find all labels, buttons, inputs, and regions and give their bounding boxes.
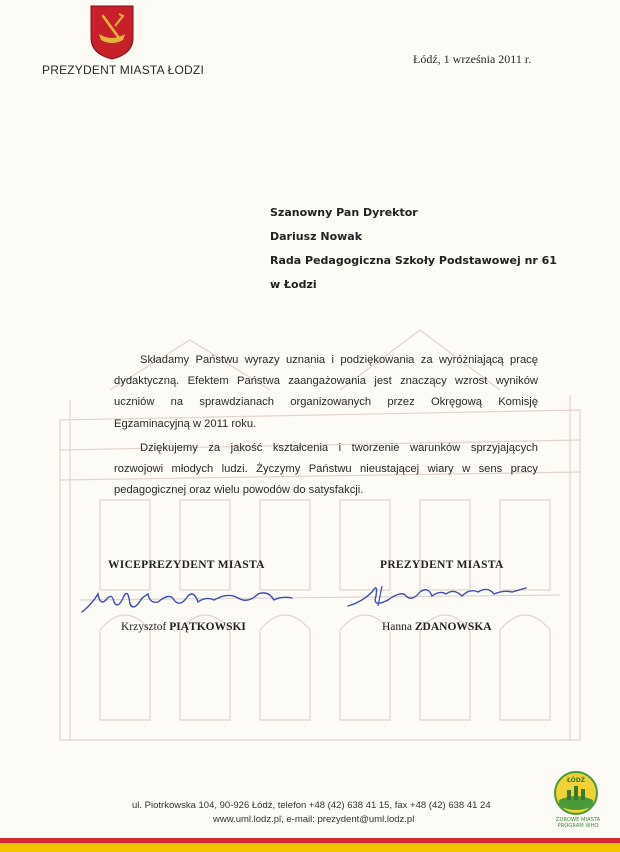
healthy-city-caption <box>546 817 610 829</box>
letter-body <box>114 350 538 504</box>
body-paragraph-1: Składamy Państwu wyrazy uznania i podziękowania za wyróżniającą pracę dydaktyczną. Efektem Państwa zaangażowania jest znaczący wzrost wyników uczniów na sprawdzianach organizowanych przez Okręgową Komisję Egzaminacyjną w 2011 roku. <box>114 354 538 430</box>
lodz-coat-of-arms-icon <box>89 4 135 60</box>
footer-stripe-yellow <box>0 843 620 852</box>
signature-right-first-name: Hanna <box>382 621 413 633</box>
footer-web-email: www.uml.lodz.pl, e-mail: prezydent@uml.lodz.pl <box>213 814 415 825</box>
healthy-city-caption-line2: PROGRAM WHO <box>557 823 599 829</box>
signature-left-title: WICEPREZYDENT MIASTA <box>108 559 265 571</box>
signature-right-name <box>382 621 492 633</box>
addressee-salutation: Szanowny Pan Dyrektor <box>270 206 418 219</box>
signature-left-first-name: Krzysztof <box>121 621 167 633</box>
addressee-name: Dariusz Nowak <box>270 230 363 243</box>
footer-address: ul. Piotrkowska 104, 90-926 Łódź, telefon +48 (42) 638 41 15, fax +48 (42) 638 41 24 <box>132 800 491 811</box>
org-name: PREZYDENT MIASTA ŁODZI <box>42 63 204 77</box>
body-paragraph-2: Dziękujemy za jakość kształcenia i tworzenie warunków sprzyjających rozwojowi młodych ludzi. Życzymy Państwu nieustającej wiary w sens pracy pedagogicznej oraz wielu powodów do satysfakcji. <box>114 441 538 497</box>
signature-left-name <box>121 621 246 633</box>
letter-date: Łódź, 1 września 2011 r. <box>413 52 532 66</box>
signature-left-scribble <box>78 582 298 618</box>
addressee-block <box>270 204 557 300</box>
signature-right-scribble <box>342 576 532 612</box>
addressee-city: w Łodzi <box>270 278 317 291</box>
addressee-institution: Rada Pedagogiczna Szkoły Podstawowej nr 61 <box>270 254 557 267</box>
signature-right-title: PREZYDENT MIASTA <box>380 559 504 571</box>
signature-left-surname: PIĄTKOWSKI <box>169 621 246 633</box>
signature-right-surname: ZDANOWSKA <box>414 621 492 633</box>
healthy-city-caption-line1: ZDROWE MIASTA <box>555 817 601 823</box>
healthy-city-logo-icon <box>553 770 599 816</box>
healthy-city-logo-text: ŁÓDŹ <box>566 777 586 784</box>
